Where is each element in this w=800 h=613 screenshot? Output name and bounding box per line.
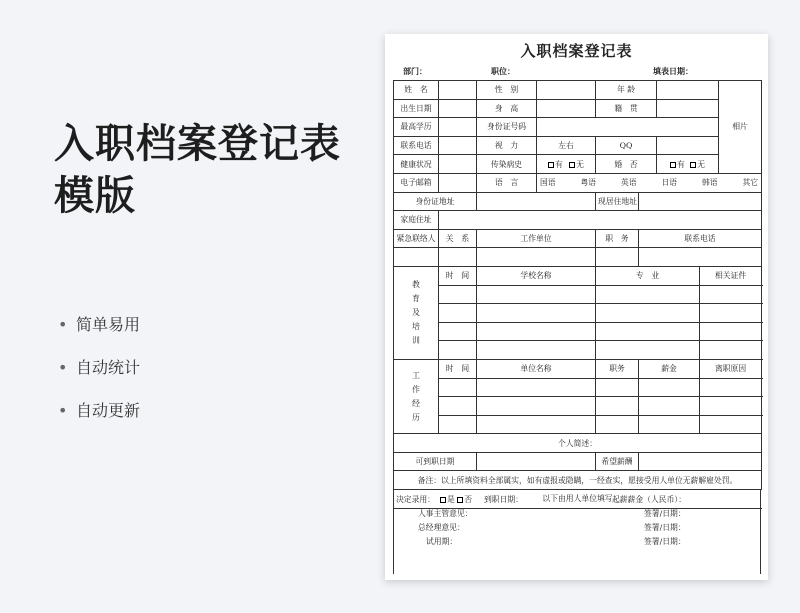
label-phone: 联系电话	[394, 136, 439, 155]
label-expect-salary: 希望薪酬	[596, 452, 639, 471]
checkbox-hire-no[interactable]	[457, 497, 463, 503]
work-cell[interactable]	[700, 378, 762, 397]
checkbox-infect-yes[interactable]	[548, 162, 554, 168]
form-title: 入职档案登记表	[520, 42, 633, 60]
decision-options[interactable]	[440, 494, 472, 505]
header-leave: 离职原因	[700, 359, 762, 378]
header-time2: 时 间	[439, 359, 477, 378]
header-company: 单位名称	[477, 359, 596, 378]
label-intro[interactable]: 个人简述：	[394, 434, 762, 453]
checkbox-married-yes[interactable]	[670, 162, 676, 168]
label-duty: 职 务	[596, 229, 639, 248]
edu-cell[interactable]	[700, 322, 762, 341]
edu-cell[interactable]	[477, 341, 596, 360]
label-sign-gm: 签署/日期：	[644, 523, 686, 532]
lang-japanese: 日语	[661, 178, 678, 188]
field-workunit[interactable]	[477, 248, 596, 267]
header-cert: 相关证件	[700, 266, 762, 285]
edu-cell[interactable]	[700, 285, 762, 304]
lang-korean: 韩语	[701, 178, 718, 188]
label-birth: 出生日期	[394, 99, 439, 118]
language-options[interactable]	[537, 173, 762, 192]
label-arrival: 可到职日期	[394, 452, 477, 471]
label-hr-opinion: 人事主管意见：	[418, 509, 473, 518]
note-text: 备注：以上所填资料全部属实，如有虚报或隐瞒，一经查实，愿接受用人单位无薪解雇处罚。	[394, 471, 762, 490]
label-native: 籍 贯	[596, 99, 657, 118]
infect-options[interactable]	[537, 155, 596, 174]
work-cell[interactable]	[639, 415, 700, 434]
label-idaddr: 身份证地址	[394, 192, 477, 211]
header-time: 时 间	[439, 266, 477, 285]
promo-title: 入职档案登记表模版	[54, 121, 341, 219]
field-arrival[interactable]	[477, 452, 596, 471]
option-yes-label: 有	[554, 159, 563, 169]
label-vision: 视 力	[477, 136, 537, 155]
work-cell[interactable]	[639, 397, 700, 416]
dept-label: 部门：	[403, 66, 427, 76]
work-cell[interactable]	[700, 397, 762, 416]
feature-item: • 简单易用	[58, 312, 140, 355]
field-relation[interactable]	[439, 248, 477, 267]
label-health: 健康状况	[394, 155, 439, 174]
label-contact: 联系电话	[639, 229, 762, 248]
lang-english: 英语	[620, 178, 637, 188]
field-homeaddr[interactable]	[439, 211, 762, 230]
photo-box[interactable]	[719, 81, 762, 174]
edu-cell[interactable]	[700, 341, 762, 360]
work-cell[interactable]	[477, 397, 596, 416]
edu-cell[interactable]	[596, 322, 700, 341]
checkbox-hire-yes[interactable]	[440, 497, 446, 503]
hire-no-label: 否	[464, 495, 473, 504]
work-cell[interactable]	[596, 397, 639, 416]
label-emergency: 紧急联络人	[394, 229, 439, 248]
field-native[interactable]	[657, 99, 719, 118]
field-health[interactable]	[439, 155, 477, 174]
married-options[interactable]	[657, 155, 719, 174]
header-major: 专 业	[596, 266, 700, 285]
edu-cell[interactable]	[596, 341, 700, 360]
field-gender[interactable]	[537, 81, 596, 100]
form-paper	[385, 34, 768, 580]
label-height: 身 高	[477, 99, 537, 118]
edu-cell[interactable]	[439, 285, 477, 304]
option-no-label: 无	[697, 159, 706, 169]
hire-yes-label: 是	[447, 495, 455, 504]
label-decision: 决定录用：	[396, 495, 435, 504]
work-cell[interactable]	[439, 397, 477, 416]
lang-other: 其它	[742, 178, 759, 188]
label-sign-hr: 签署/日期：	[644, 509, 686, 518]
field-email[interactable]	[439, 173, 477, 192]
field-contact[interactable]	[639, 248, 762, 267]
label-leftright: 左右	[537, 136, 596, 155]
work-cell[interactable]	[596, 415, 639, 434]
field-idaddr[interactable]	[477, 192, 596, 211]
feature-item: • 自动统计	[58, 355, 140, 398]
field-name[interactable]	[439, 81, 477, 100]
section-work: 工 作 经 历	[394, 359, 439, 433]
label-email: 电子邮箱	[394, 173, 439, 192]
label-trial: 试用期：	[426, 537, 458, 546]
lang-mandarin: 国语	[540, 178, 556, 188]
label-infect: 传染病史	[477, 155, 537, 174]
label-age: 年 龄	[596, 81, 657, 100]
label-start-salary: 起薪薪金（人民币）：	[612, 495, 687, 504]
edu-cell[interactable]	[477, 285, 596, 304]
photo-label: 相片	[732, 121, 748, 131]
field-qq[interactable]	[657, 136, 719, 155]
checkbox-married-no[interactable]	[690, 162, 696, 168]
fill-date-label: 填表日期：	[653, 66, 693, 76]
checkbox-infect-no[interactable]	[569, 162, 575, 168]
header-job: 职务	[596, 359, 639, 378]
field-birth[interactable]	[439, 99, 477, 118]
label-married: 婚 否	[596, 155, 657, 174]
header-salary: 薪金	[639, 359, 700, 378]
field-emergency[interactable]	[394, 248, 439, 267]
form-meta	[385, 64, 768, 80]
section-education: 教 育 及 培 训	[394, 266, 439, 359]
field-age[interactable]	[657, 81, 719, 100]
field-curaddr[interactable]	[639, 192, 762, 211]
edu-cell[interactable]	[439, 341, 477, 360]
work-cell[interactable]	[439, 415, 477, 434]
label-qq: QQ	[596, 136, 657, 155]
field-height[interactable]	[537, 99, 596, 118]
label-name: 姓 名	[394, 81, 439, 100]
label-idno: 身份证号码	[477, 118, 537, 137]
field-idno[interactable]	[537, 118, 719, 137]
label-relation: 关 系	[439, 229, 477, 248]
label-curaddr: 现居住地址	[596, 192, 639, 211]
employer-section-title: 以下由用人单位填写	[394, 490, 762, 509]
label-homeaddr: 家庭住址	[394, 211, 439, 230]
work-cell[interactable]	[700, 415, 762, 434]
option-no-label: 无	[576, 159, 585, 169]
lang-cantonese: 粤语	[580, 178, 597, 188]
work-cell[interactable]	[596, 378, 639, 397]
field-duty[interactable]	[596, 248, 639, 267]
label-gm-opinion: 总经理意见：	[418, 523, 465, 532]
field-education[interactable]	[439, 118, 477, 137]
edu-cell[interactable]	[477, 322, 596, 341]
work-cell[interactable]	[477, 378, 596, 397]
label-language: 语 言	[477, 173, 537, 192]
field-phone[interactable]	[439, 136, 477, 155]
label-gender: 性 别	[477, 81, 537, 100]
field-expect-salary[interactable]	[639, 452, 762, 471]
employer-section	[393, 489, 761, 574]
edu-cell[interactable]	[596, 304, 700, 323]
label-sign-trial: 签署/日期：	[644, 537, 686, 546]
edu-cell[interactable]	[477, 304, 596, 323]
form-table	[393, 80, 762, 509]
work-cell[interactable]	[477, 415, 596, 434]
feature-item: • 自动更新	[58, 398, 140, 441]
header-school: 学校名称	[477, 266, 596, 285]
position-label: 职位：	[491, 66, 515, 76]
label-education: 最高学历	[394, 118, 439, 137]
label-workunit: 工作单位	[477, 229, 596, 248]
option-yes-label: 有	[676, 159, 685, 169]
work-cell[interactable]	[439, 378, 477, 397]
edu-cell[interactable]	[700, 304, 762, 323]
edu-cell[interactable]	[439, 304, 477, 323]
label-arrival-date: 到职日期：	[484, 495, 523, 504]
edu-cell[interactable]	[439, 322, 477, 341]
work-cell[interactable]	[639, 378, 700, 397]
edu-cell[interactable]	[596, 285, 700, 304]
feature-list	[58, 312, 140, 441]
